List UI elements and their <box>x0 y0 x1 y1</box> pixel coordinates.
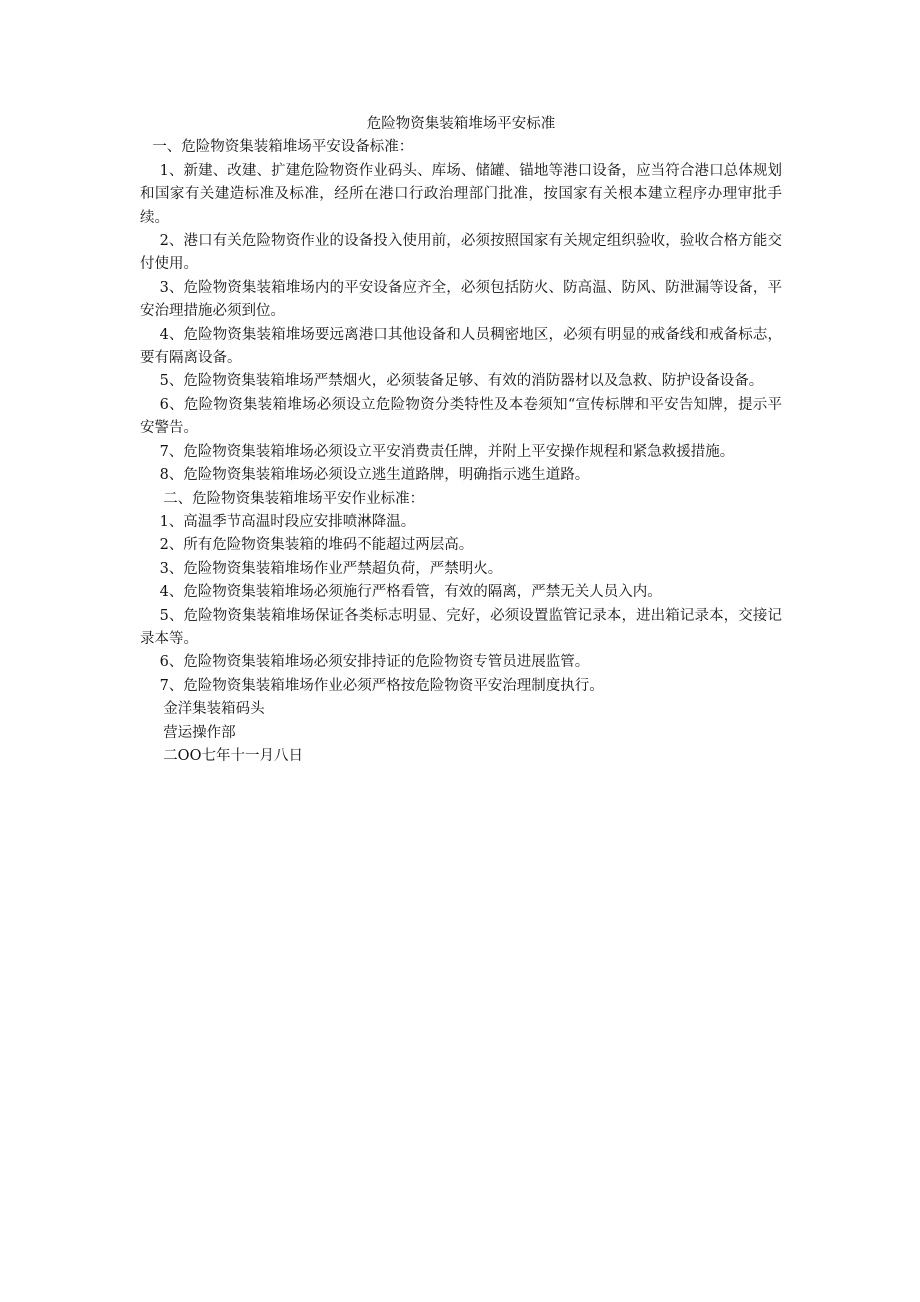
paragraph-item: 6、危险物资集装箱堆场必须安排持证的危险物资专管员进展监管。 <box>159 654 590 671</box>
signature-organization: 金洋集装箱码头 <box>163 701 265 718</box>
document-title: 危险物资集装箱堆场平安标准 <box>366 116 556 132</box>
document-body <box>140 113 782 768</box>
signature-date: 二OO七年十一月八日 <box>163 747 303 764</box>
paragraph-item: 2、港口有关危险物资作业的设备投入使用前，必须按照国家有关规定组织验收，验收合格方能交付使用。 <box>140 233 782 273</box>
paragraph-item: 1、新建、改建、扩建危险物资作业码头、库场、储罐、锚地等港口设备，应当符合港口总体规划和国家有关建造标准及标准，经所在港口行政治理部门批准，按国家有关根本建立程序办理审批手续。 <box>140 162 782 226</box>
paragraph-item: 5、危险物资集装箱堆场保证各类标志明显、完好，必须设置监管记录本，进出箱记录本，交接记录本等。 <box>140 607 782 647</box>
paragraph-item: 7、危险物资集装箱堆场必须设立平安消费责任牌，并附上平安操作规程和紧急救援措施。 <box>159 443 735 460</box>
section-heading-equipment: 一、危险物资集装箱堆场平安设备标准： <box>152 139 414 156</box>
section-heading-operations: 二、危险物资集装箱堆场平安作业标准： <box>163 490 425 507</box>
paragraph-item: 4、危险物资集装箱堆场必须施行严格看管，有效的隔离，严禁无关人员入内。 <box>159 584 662 601</box>
paragraph-item: 6、危险物资集装箱堆场必须设立危险物资分类特性及本卷须知“宣传标牌和平安告知牌，提示平安警告。 <box>140 396 782 437</box>
paragraph-item: 3、危险物资集装箱堆场内的平安设备应齐全，必须包括防火、防高温、防风、防泄漏等设备，平安治理措施必须到位。 <box>140 279 782 320</box>
paragraph-item: 3、危险物资集装箱堆场作业严禁超负荷，严禁明火。 <box>159 560 503 577</box>
paragraph-item: 8、危险物资集装箱堆场必须设立逃生道路牌，明确指示逃生道路。 <box>159 467 590 484</box>
paragraph-item: 1、高温季节高温时段应安排喷淋降温。 <box>159 513 416 530</box>
paragraph-item: 7、危险物资集装箱堆场作业必须严格按危险物资平安治理制度执行。 <box>159 677 604 694</box>
signature-department: 营运操作部 <box>163 724 236 741</box>
paragraph-item: 4、危险物资集装箱堆场要远离港口其他设备和人员稠密地区，必须有明显的戒备线和戒备标志，要有隔离设备。 <box>140 326 782 367</box>
paragraph-item: 5、危险物资集装箱堆场严禁烟火，必须装备足够、有效的消防器材以及急救、防护设备设备。 <box>159 373 764 390</box>
paragraph-item: 2、所有危险物资集装箱的堆码不能超过两层高。 <box>159 537 474 554</box>
